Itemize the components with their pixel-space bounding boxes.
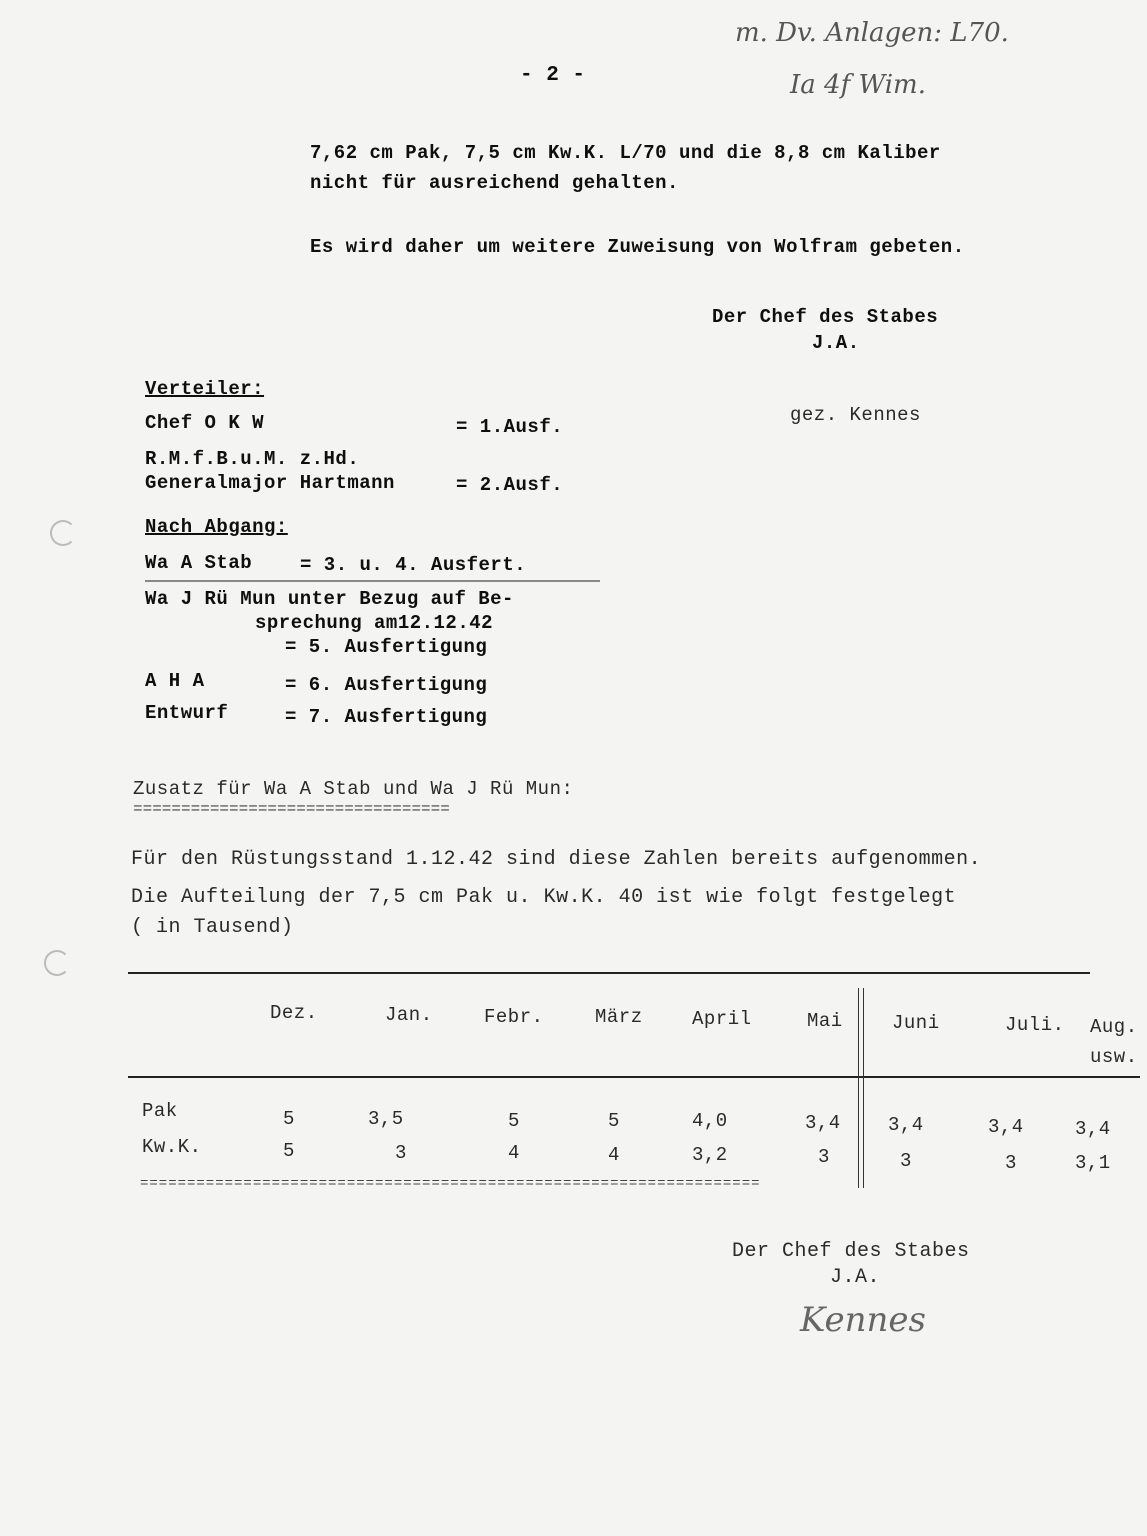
col-header-aug: Aug. — [1090, 1016, 1138, 1038]
handwritten-signature: Kennes — [800, 1300, 926, 1340]
page-number: - 2 - — [520, 64, 586, 87]
distribution-heading: Verteiler: — [145, 378, 265, 400]
handwritten-annotation-line1: m. Dv. Anlagen: L70. — [735, 18, 1009, 48]
cell-pak-mai: 3,4 — [805, 1112, 841, 1134]
signature-bottom-ia: J.A. — [830, 1266, 881, 1289]
cell-kwk-juli: 3 — [1005, 1152, 1017, 1174]
cell-pak-dez: 5 — [283, 1108, 295, 1130]
distribution-row-1-left: Chef O K W — [145, 412, 265, 434]
cell-pak-april: 4,0 — [692, 1110, 728, 1132]
after-row-3-left: sprechung am12.12.42 — [255, 612, 494, 634]
cell-kwk-juni: 3 — [900, 1150, 912, 1172]
intro-line-2: nicht für ausreichend gehalten. — [310, 172, 679, 194]
row-label-kwk: Kw.K. — [142, 1136, 202, 1158]
cell-pak-aug: 3,4 — [1075, 1118, 1111, 1140]
cell-kwk-jan: 3 — [395, 1142, 407, 1164]
distribution-row-2-left: R.M.f.B.u.M. z.Hd. — [145, 448, 360, 470]
signature-top-signed: gez. Kennes — [790, 404, 921, 426]
punch-hole-bottom — [44, 950, 70, 976]
cell-pak-juni: 3,4 — [888, 1114, 924, 1136]
addendum-para-2: Die Aufteilung der 7,5 cm Pak u. Kw.K. 40 ist wie folgt festgelegt — [131, 886, 957, 909]
cell-kwk-aug: 3,1 — [1075, 1152, 1111, 1174]
addendum-para-1: Für den Rüstungsstand 1.12.42 sind diese Zahlen bereits aufgenommen. — [131, 848, 982, 871]
signature-bottom-title: Der Chef des Stabes — [732, 1240, 970, 1263]
signature-top-ia: J.A. — [812, 332, 860, 354]
table-column-divider-a — [858, 988, 859, 1188]
after-row-6-left: Entwurf — [145, 702, 229, 724]
signature-top-title: Der Chef des Stabes — [712, 306, 939, 328]
col-header-febr: Febr. — [484, 1006, 544, 1028]
after-row-1-left: Wa A Stab — [145, 552, 253, 574]
distribution-row-3-left: Generalmajor Hartmann — [145, 472, 395, 494]
distribution-row-1-right: = 1.Ausf. — [456, 416, 564, 438]
col-header-mai: Mai — [807, 1010, 843, 1032]
after-distribution-heading: Nach Abgang: — [145, 516, 288, 538]
distribution-row-3-right: = 2.Ausf. — [456, 474, 564, 496]
intro-line-1: 7,62 cm Pak, 7,5 cm Kw.K. L/70 und die 8,8 cm Kaliber — [310, 142, 941, 164]
table-header-rule — [128, 1076, 1140, 1078]
cell-kwk-dez: 5 — [283, 1140, 295, 1162]
cell-pak-febr: 5 — [508, 1110, 520, 1132]
col-header-maerz: März — [595, 1006, 643, 1028]
col-header-juni: Juni — [892, 1012, 940, 1034]
cell-kwk-mai: 3 — [818, 1146, 830, 1168]
table-top-rule — [128, 972, 1090, 974]
col-header-jan: Jan. — [385, 1004, 433, 1026]
table-column-divider-b — [863, 988, 864, 1188]
handwritten-annotation-line2: Ia 4f Wim. — [790, 70, 926, 100]
after-row-5-right: = 6. Ausfertigung — [285, 674, 488, 696]
separator-line — [145, 580, 600, 582]
col-header-april: April — [692, 1008, 752, 1030]
cell-kwk-febr: 4 — [508, 1142, 520, 1164]
col-header-dez: Dez. — [270, 1002, 318, 1024]
wolfram-request: Es wird daher um weitere Zuweisung von Wolfram gebeten. — [310, 236, 965, 258]
after-row-1-right: = 3. u. 4. Ausfert. — [300, 554, 527, 576]
col-header-usw: usw. — [1090, 1046, 1138, 1068]
cell-pak-maerz: 5 — [608, 1110, 620, 1132]
after-row-5-left: A H A — [145, 670, 205, 692]
cell-pak-juli: 3,4 — [988, 1116, 1024, 1138]
cell-kwk-april: 3,2 — [692, 1144, 728, 1166]
addendum-heading-underline: ================================= — [133, 800, 450, 818]
after-row-2-left: Wa J Rü Mun unter Bezug auf Be- — [145, 588, 514, 610]
addendum-heading: Zusatz für Wa A Stab und Wa J Rü Mun: — [133, 778, 574, 800]
after-row-4-right: = 5. Ausfertigung — [285, 636, 488, 658]
table-bottom-rule: ================================================================== — [140, 1176, 761, 1192]
col-header-juli: Juli. — [1005, 1014, 1065, 1036]
cell-pak-jan: 3,5 — [368, 1108, 404, 1130]
after-row-6-right: = 7. Ausfertigung — [285, 706, 488, 728]
punch-hole-top — [50, 520, 76, 546]
addendum-para-3: ( in Tausend) — [131, 916, 294, 939]
row-label-pak: Pak — [142, 1100, 178, 1122]
cell-kwk-maerz: 4 — [608, 1144, 620, 1166]
